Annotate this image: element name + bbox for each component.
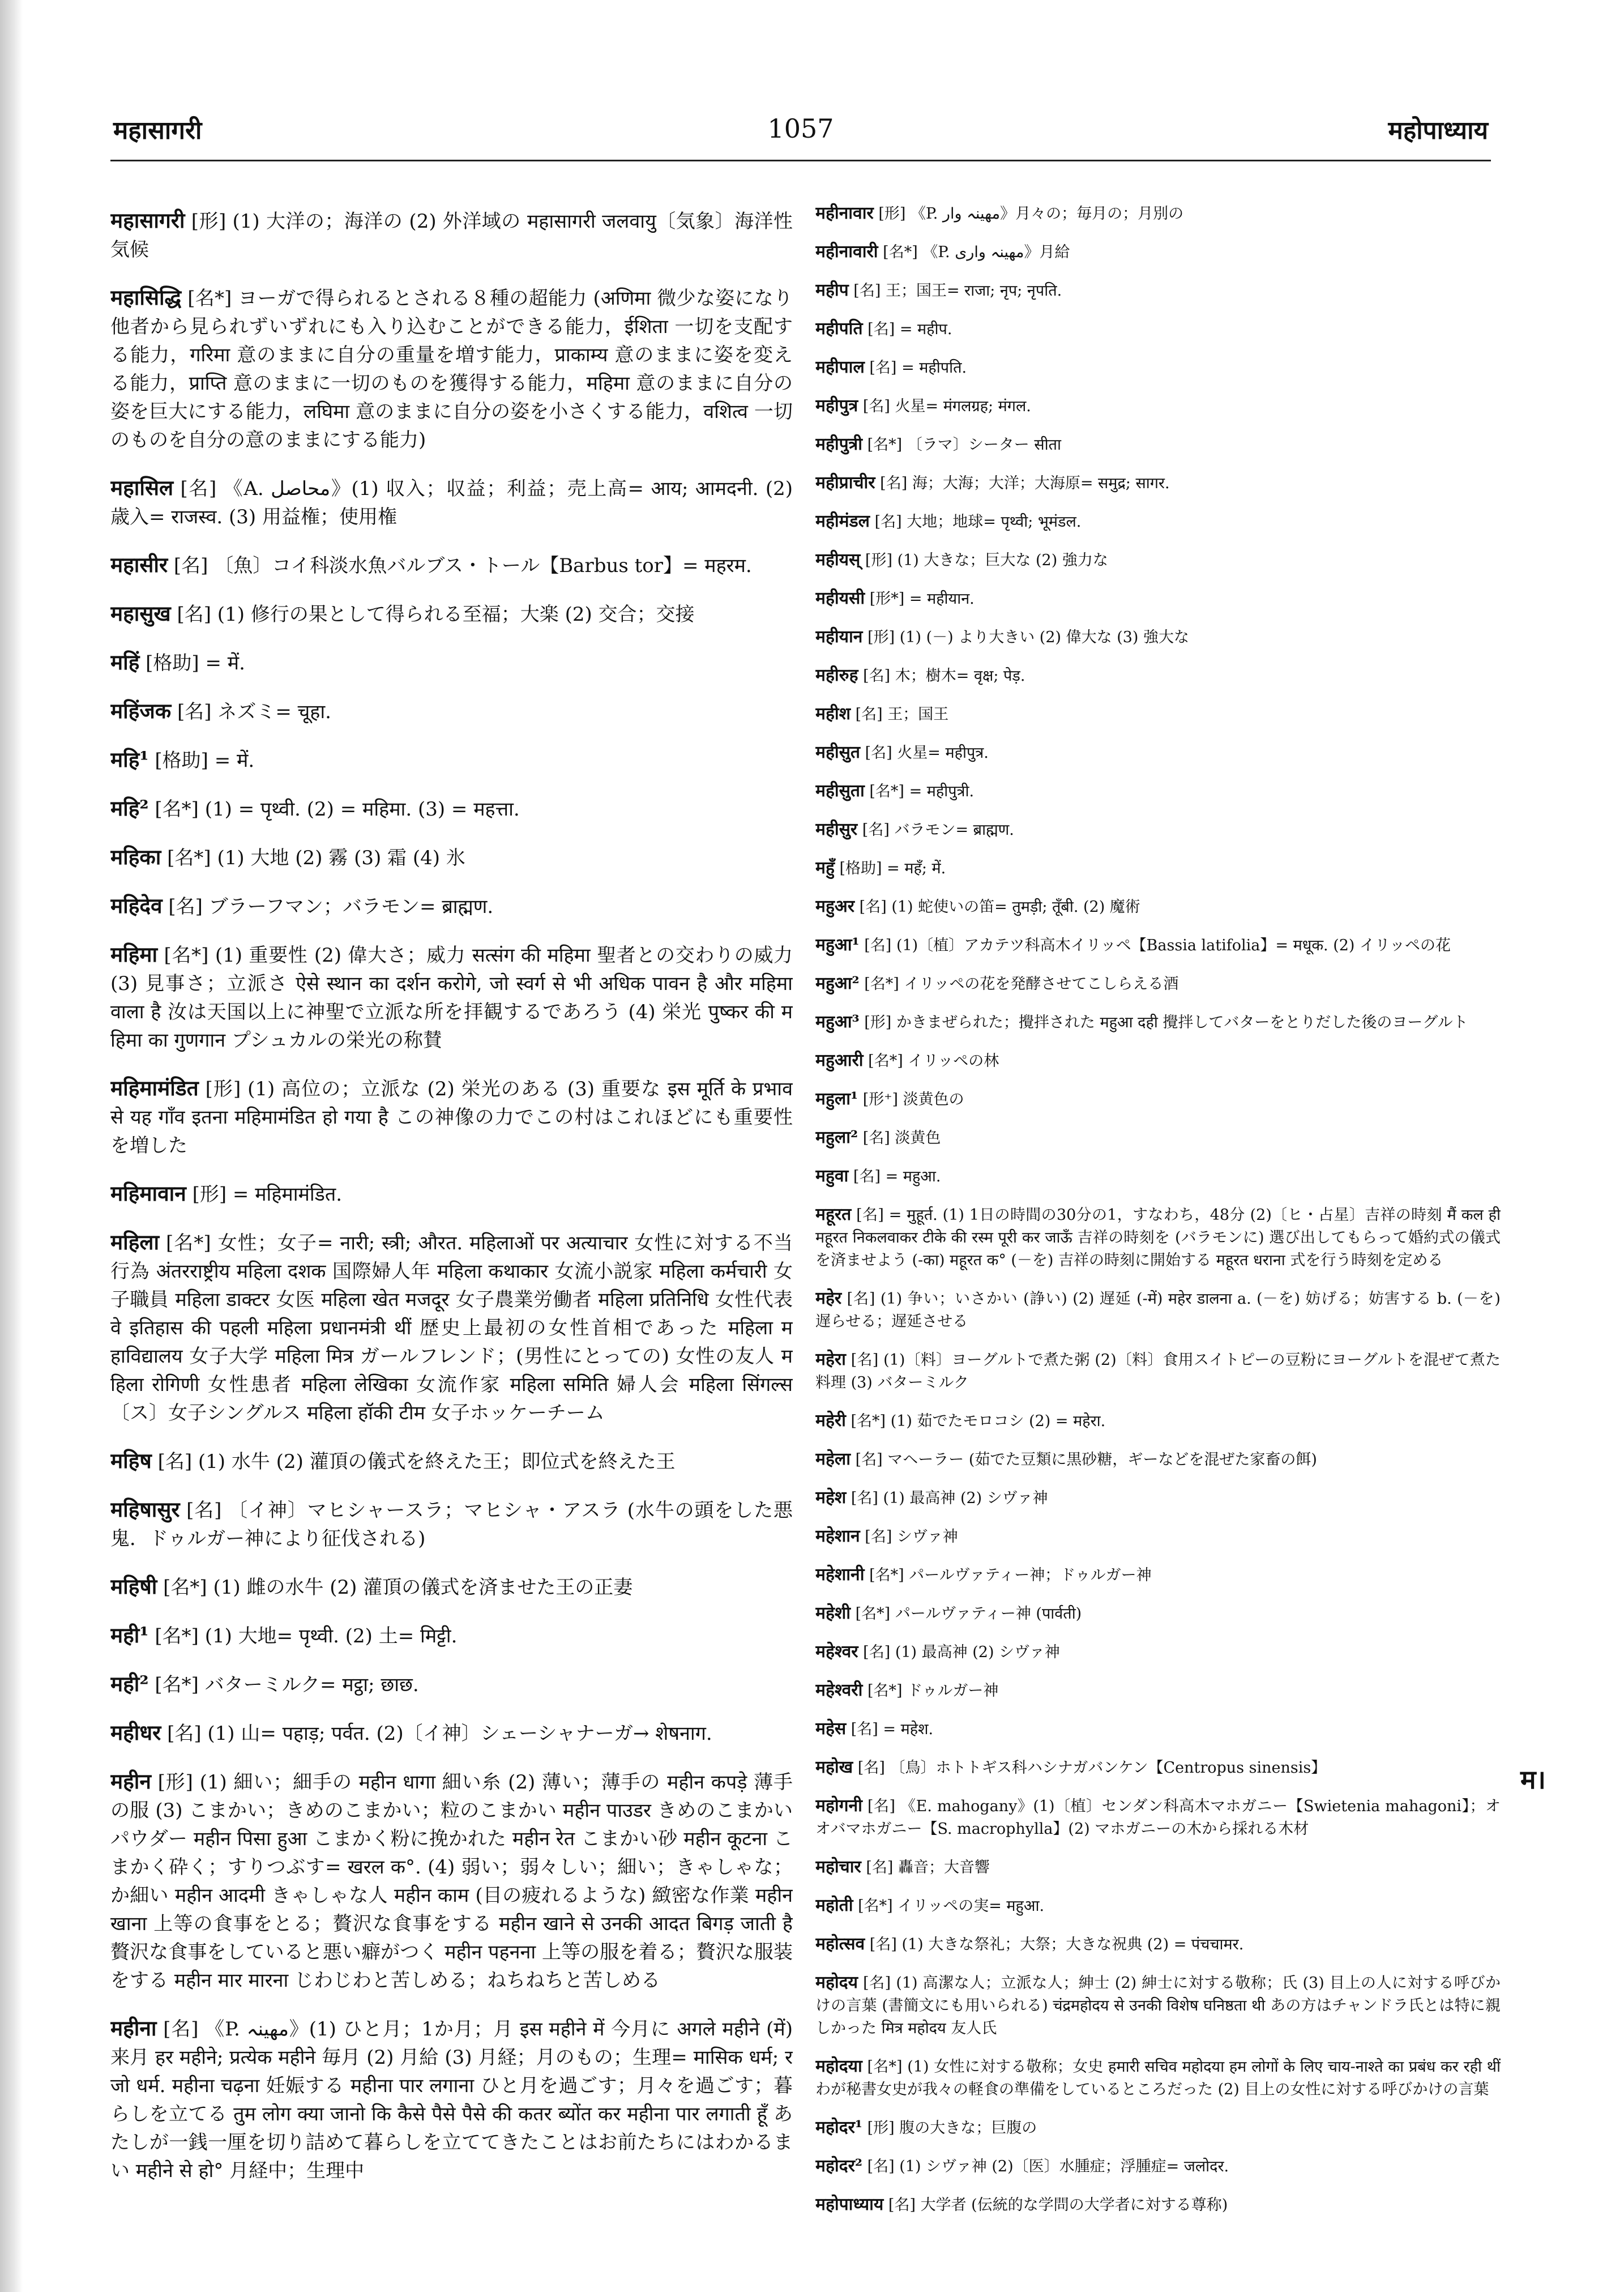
entry-part-of-speech: [名]: [851, 1351, 879, 1369]
dictionary-entry: [815, 279, 1501, 302]
entry-definition: 〔鳥〕ホトトギス科ハシナガバンケン【Centropus sinensis】: [890, 1759, 1327, 1777]
entry-headword: महीयान: [815, 627, 863, 647]
page-header: [113, 112, 1488, 152]
entry-part-of-speech: [名]: [864, 937, 892, 954]
entry-headword: महासिल: [110, 475, 174, 500]
entry-part-of-speech: [名*]: [155, 798, 199, 821]
entry-headword: महेला: [815, 1449, 851, 1469]
entry-headword: महोदय: [815, 1973, 858, 1992]
entry-part-of-speech: [名]: [173, 554, 208, 577]
entry-definition: シヴァ神: [896, 1528, 958, 1546]
dictionary-entry: [110, 697, 793, 726]
dictionary-entry: [110, 283, 793, 454]
dictionary-entry: [815, 1287, 1501, 1333]
entry-definition: (1) 高潔な人；立派な人；紳士 (2) 紳士に対する敬称；氏 (3) 目上の人に対する呼びかけの言葉 (書簡文にも用いられる) चंद्रमहोदय से उनकी विशेष घनिष्ठता थी あの方はチャンドラ氏とは特に親しかった मित्र महोदय 友人氏: [815, 1974, 1501, 2037]
entry-headword: महिंजक: [110, 698, 172, 723]
entry-part-of-speech: [名]: [853, 1168, 881, 1185]
dictionary-entry: [110, 1179, 793, 1209]
entry-part-of-speech: [形⁺]: [862, 1091, 899, 1108]
entry-part-of-speech: [名]: [865, 1528, 892, 1546]
entry-part-of-speech: [名]: [863, 667, 891, 685]
entry-part-of-speech: [形]: [205, 1078, 241, 1100]
entry-part-of-speech: [名*]: [867, 2058, 903, 2076]
entry-headword: महिमामंडित: [110, 1075, 199, 1100]
dictionary-entry: [815, 895, 1501, 919]
entry-part-of-speech: [形]: [867, 2119, 895, 2137]
entry-definition: 〔イ神〕マヒシャースラ；マヒシャ・アスラ (水牛の頭をした悪鬼．ドゥルガー神により征伐される): [110, 1499, 793, 1550]
entry-headword: मही²: [110, 1671, 149, 1696]
entry-part-of-speech: [形]: [878, 205, 906, 223]
dictionary-entry: [815, 626, 1501, 649]
dictionary-entry: [110, 1718, 793, 1748]
entry-part-of-speech: [名*]: [187, 287, 232, 310]
entry-headword: महोख: [815, 1757, 853, 1777]
entry-headword: महीन: [110, 1769, 151, 1794]
entry-definition: (1) 女性に対する敬称；女史 हमारी सचिव महोदया हम लोगों के लिए चाय-नाश्ते का प्रबंध कर रही थीं わが秘書女史が我々の軽食の準備をしているところだった (2) 目上の女性に対する呼びかけの言葉: [815, 2058, 1501, 2098]
entry-headword: महिषासुर: [110, 1497, 180, 1522]
entry-headword: महेश: [815, 1488, 847, 1508]
entry-headword: महोत्सव: [815, 1934, 865, 1954]
entry-headword: महीप्राचीर: [815, 473, 875, 493]
dictionary-entry: [110, 1621, 793, 1650]
entry-part-of-speech: [形]: [865, 552, 892, 569]
entry-part-of-speech: [名*]: [167, 847, 211, 869]
header-right-headword: महोपाध्याय: [1388, 116, 1488, 145]
dictionary-entry: [815, 1011, 1501, 1034]
dictionary-entry: [815, 356, 1501, 379]
entry-definition: 木；樹木= वृक्ष; पेड़.: [895, 667, 1025, 685]
scan-binding-edge: [0, 0, 23, 2292]
dictionary-entry: [815, 1203, 1501, 1272]
entry-definition: = महीपति.: [901, 359, 967, 377]
entry-part-of-speech: [名]: [865, 744, 892, 762]
dictionary-entry: [815, 1971, 1501, 2040]
dictionary-entry: [815, 972, 1501, 996]
entry-definition: (1) 大きな；巨大な (2) 強力な: [897, 552, 1108, 569]
entry-headword: महोदर²: [815, 2156, 862, 2176]
dictionary-entry: [110, 1670, 793, 1699]
entry-definition: 〔魚〕コイ科淡水魚バルブス・トール【Barbus tor】= महरम.: [214, 554, 752, 577]
entry-headword: महीपुत्र: [815, 396, 858, 416]
entry-part-of-speech: [名]: [157, 1450, 193, 1473]
entry-definition: ヨーガで得られるとされる８種の超能力 (अणिमा 微少な姿になり他者から見られずいずれにも入り込むことができる能力，ईशिता 一切を支配する能力，गरिमा 意のままに自分の重量を増す能力，प्राकाम्य 意のままに姿を変える能力，प्राप्ति 意のままに一切のものを獲得する能力，महिमा 意のままに自分の姿を巨大にする能力，लघिमा 意のままに自分の姿を小さくする能力，वशित्व 一切のものを自分の意のままにする能力): [110, 287, 793, 451]
entry-part-of-speech: [名]: [853, 282, 881, 300]
entry-definition: (1) (－) より大きい (2) 偉大な (3) 強大な: [899, 629, 1190, 646]
entry-headword: महिष: [110, 1448, 152, 1473]
entry-headword: महीनावार: [815, 203, 874, 223]
entry-headword: महासागरी: [110, 208, 185, 233]
entry-headword: महुआ¹: [815, 935, 860, 955]
dictionary-entry: [815, 1165, 1501, 1188]
page-number: 1057: [767, 113, 834, 144]
dictionary-entry: [110, 843, 793, 872]
entry-headword: महीना: [110, 2016, 157, 2041]
entry-headword: महोती: [815, 1896, 853, 1915]
entry-definition: (1) 大洋の；海洋の (2) 外洋域の महासागरी जलवायु〔気象〕海洋性気候: [110, 210, 793, 261]
entry-part-of-speech: [名]: [168, 895, 203, 918]
entry-definition: 《A. محاصل》(1) 収入；収益；利益；売上高= आय; आमदनी. (2) 歳入= राजस्व. (3) 用益権；使用権: [110, 477, 793, 528]
entry-part-of-speech: [名]: [867, 2158, 895, 2175]
entry-part-of-speech: [形]: [192, 1183, 227, 1206]
entry-part-of-speech: [名*]: [883, 244, 918, 261]
entry-headword: महेर: [815, 1288, 842, 1308]
entry-headword: महीनावारी: [815, 242, 878, 262]
entry-headword: महुला¹: [815, 1089, 858, 1109]
entry-part-of-speech: [名]: [867, 321, 895, 338]
entry-definition: (1) 水牛 (2) 灌頂の儀式を終えた王；即位式を終えた王: [198, 1450, 676, 1473]
entry-definition: = में.: [214, 749, 255, 772]
entry-headword: महि¹: [110, 747, 149, 772]
dictionary-entry: [815, 318, 1501, 341]
entry-part-of-speech: [名]: [880, 475, 908, 492]
entry-headword: महीपति: [815, 319, 863, 339]
entry-part-of-speech: [名]: [177, 603, 211, 626]
entry-headword: महीसुत: [815, 742, 861, 762]
entry-headword: महेरी: [815, 1411, 846, 1431]
dictionary-entry: [815, 472, 1501, 495]
entry-definition: = में.: [205, 652, 245, 675]
entry-part-of-speech: [形]: [191, 210, 226, 233]
entry-definition: パールヴァティー神 (पार्वती): [895, 1605, 1082, 1623]
entry-part-of-speech: [名]: [855, 1451, 883, 1469]
entry-part-of-speech: [名*]: [855, 1605, 891, 1623]
dictionary-entry: [815, 241, 1501, 264]
dictionary-entry: [110, 648, 793, 677]
entry-part-of-speech: [名]: [851, 1489, 878, 1507]
entry-definition: (1) 争い；いさかい (諍い) (2) 遅延 (-में) महेर डालना a. (－を) 妨げる；妨害する b. (－を) 遅らせる；遅延させる: [815, 1290, 1501, 1330]
entry-headword: महूरत: [815, 1205, 852, 1224]
entry-headword: महेश्वर: [815, 1642, 858, 1662]
entry-part-of-speech: [名]: [855, 706, 883, 723]
dictionary-entry: [110, 599, 793, 629]
entry-definition: 海；大海；大洋；大海原= समुद्र; सागर.: [912, 475, 1170, 492]
entry-part-of-speech: [名]: [888, 2196, 916, 2214]
dictionary-entry: [815, 2055, 1501, 2101]
dictionary-entry: [815, 1602, 1501, 1625]
dictionary-entry: [815, 1756, 1501, 1779]
dictionary-entry: [815, 664, 1501, 688]
entry-headword: महि²: [110, 796, 149, 821]
entry-headword: मही¹: [110, 1623, 149, 1647]
entry-definition: イリッペの林: [908, 1052, 999, 1070]
entry-definition: = महीपुत्री.: [909, 783, 975, 800]
entry-headword: महीधर: [110, 1720, 161, 1745]
entry-definition: (1) 茹でたモロコシ (2) = महेरा.: [890, 1412, 1106, 1430]
entry-headword: महीसुता: [815, 781, 865, 801]
entry-definition: (1) 細い；細手の महीन धागा 細い糸 (2) 薄い；薄手の महीन कपड़े 薄手の服 (3) こまかい；きめのこまかい；粒のこまかい महीन पाउडर きめのこまかいパウダー महीन पिसा हुआ こまかく粉に挽かれた महीन रेत こまかい砂 महीन कूटना こまかく砕く；すりつぶす= खरल क°. (4) 弱い；弱々しい；細い；きゃしゃな；か細い महीन आदमी きゃしゃな人 महीन काम (目の疲れるような) 緻密な作業 महीन खाना 上等の食事をとる；贅沢な食事をする महीन खाने से उनकी आदत बिगड़ जाती है 贅沢な食事をしていると悪い癖がつく महीन पहनना 上等の服を着る；贅沢な服装をする महीन मार मारना じわじわと苦しめる；ねちねちと苦しめる: [110, 1771, 793, 1992]
dictionary-entry: [815, 1718, 1501, 1741]
dictionary-entry: [110, 473, 793, 531]
entry-definition: 火星= मंगलग्रह; मंगल.: [895, 398, 1031, 415]
entry-part-of-speech: [名]: [847, 1290, 875, 1308]
entry-definition: (1) 修行の果として得られる至福；大楽 (2) 交合；交接: [217, 603, 695, 626]
entry-definition: = महुआ.: [885, 1168, 941, 1185]
entry-part-of-speech: [名*]: [867, 436, 903, 454]
entry-headword: महुवा: [815, 1166, 849, 1186]
entry-headword: महुआ³: [815, 1012, 860, 1032]
entry-part-of-speech: [名*]: [851, 1412, 886, 1430]
dictionary-entry: [815, 741, 1501, 765]
entry-headword: महिका: [110, 844, 161, 869]
entry-part-of-speech: [名]: [167, 1722, 202, 1745]
entry-definition: 火星= महीपुत्र.: [897, 744, 989, 762]
header-rule: [110, 160, 1491, 161]
dictionary-entry: [815, 1641, 1501, 1664]
entry-part-of-speech: [形]: [864, 1014, 892, 1031]
entry-headword: महीरुह: [815, 665, 858, 685]
entry-definition: 《P. مهينہ وار》月々の；毎月の；月別の: [911, 205, 1184, 223]
entry-part-of-speech: [名*]: [868, 1052, 903, 1070]
dictionary-entry: [815, 1126, 1501, 1150]
entry-headword: महेशान: [815, 1526, 860, 1546]
entry-definition: マヘーラー (茹でた豆類に黒砂糖，ギーなどを混ぜた家畜の餌): [887, 1451, 1317, 1469]
entry-headword: महीपाल: [815, 357, 865, 377]
entry-part-of-speech: [形]: [157, 1771, 193, 1794]
dictionary-entry: [815, 1564, 1501, 1587]
entry-headword: महोगनी: [815, 1796, 862, 1816]
dictionary-entry: [815, 2155, 1501, 2178]
entry-headword: महासुख: [110, 601, 171, 626]
entry-headword: महासीर: [110, 552, 168, 577]
entry-headword: महेशी: [815, 1603, 851, 1623]
entry-definition: 轟音；大音響: [898, 1859, 990, 1876]
entry-headword: महुअर: [815, 897, 855, 916]
dictionary-entry: [815, 1795, 1501, 1841]
entry-part-of-speech: [名]: [866, 1859, 894, 1876]
entry-definition: (1) 山= पहाड़; पर्वत. (2)〔イ神〕シェーシャナーガ→ शेषनाग.: [207, 1722, 712, 1745]
dictionary-entry: [815, 549, 1501, 572]
entry-headword: महीपुत्री: [815, 434, 863, 454]
dictionary-entry: [110, 891, 793, 921]
entry-definition: 淡黄色の: [903, 1091, 964, 1108]
entry-headword: महासिद्धि: [110, 285, 182, 310]
entry-headword: महिं: [110, 650, 140, 675]
entry-definition: ブラーフマン；バラモン= ब्राह्मण.: [208, 895, 494, 918]
entry-headword: महीश: [815, 704, 851, 724]
right-column: [815, 187, 1501, 2248]
dictionary-entry: [815, 395, 1501, 418]
dictionary-entry: [815, 1348, 1501, 1394]
entry-headword: महेशानी: [815, 1565, 865, 1585]
entry-definition: (1) 高位の；立派な (2) 栄光のある (3) 重要な इस मूर्ति के प्रभाव से यह गाँव इतना महिमामंडित हो गया है この神像の力でこの村はこれほどにも重要性を増した: [110, 1078, 793, 1157]
entry-part-of-speech: [名*]: [858, 1897, 893, 1915]
entry-definition: イリッペの花を発酵させてこしらえる酒: [904, 975, 1179, 993]
entry-part-of-speech: [名*]: [869, 783, 904, 800]
entry-definition: (1) 大きな祭礼；大祭；大きな祝典 (2) = पंचचामर.: [901, 1936, 1244, 1953]
dictionary-entry: [815, 818, 1501, 842]
entry-definition: = महीयान.: [909, 590, 975, 608]
dictionary-entry: [110, 2014, 793, 2185]
entry-definition: = महेश.: [883, 1721, 934, 1738]
entry-part-of-speech: [名*]: [165, 1232, 211, 1254]
dictionary-entry: [815, 780, 1501, 803]
entry-part-of-speech: [名]: [163, 2018, 199, 2041]
entry-part-of-speech: [名]: [856, 1206, 884, 1224]
entry-headword: महीयस्: [815, 550, 861, 570]
entry-definition: ネズミ= चूहा.: [217, 701, 331, 723]
entry-definition: = महीप.: [899, 321, 952, 338]
entry-headword: महुँ: [815, 858, 835, 878]
entry-part-of-speech: [格助]: [146, 652, 199, 675]
entry-part-of-speech: [名]: [862, 1129, 890, 1147]
entry-headword: महेस: [815, 1719, 847, 1739]
section-thumb-marker: म।: [1520, 1764, 1546, 1795]
dictionary-entry: [815, 2116, 1501, 2140]
dictionary-entry: [110, 206, 793, 264]
entry-part-of-speech: [名*]: [155, 1674, 199, 1696]
entry-definition: (1) シヴァ神 (2)〔医〕水腫症；浮腫症= जलोदर.: [899, 2158, 1229, 2175]
entry-headword: महीयसी: [815, 588, 865, 608]
dictionary-entry: [815, 1448, 1501, 1471]
entry-part-of-speech: [名]: [869, 359, 897, 377]
entry-headword: महिषी: [110, 1574, 157, 1599]
entry-part-of-speech: [名*]: [867, 1682, 903, 1700]
entry-part-of-speech: [格助]: [155, 749, 208, 772]
entry-definition: 《P. مهينہ》(1) ひと月；1か月；月 इस महीने में 今月に अगले महीने (में) 来月 हर महीने; प्रत्येक महीने 毎月 (2) 月給 (3) 月経；月のもの；生理= मासिक धर्म; रजो धर्म. महीना चढ़ना 妊娠する महीना पार लगाना ひと月を過ごす；月々を過ごす；暮らしを立てる तुम लोग क्या जानो कि कैसे पैसे पैसे की कतर ब्योंत कर महीना पार लगाती हूँ あたしが一銭一厘を切り詰めて暮らしを立ててきたことはお前たちにはわかるまい महीने से हो° 月経中；生理中: [110, 2018, 793, 2182]
entry-part-of-speech: [名*]: [164, 944, 209, 967]
entry-headword: महोदया: [815, 2056, 862, 2076]
dictionary-entry: [815, 2193, 1501, 2217]
entry-definition: (1) 最高神 (2) シヴァ神: [883, 1489, 1048, 1507]
dictionary-entry: [110, 1495, 793, 1553]
dictionary-entry: [110, 794, 793, 823]
entry-definition: 《P. مهينہ وارى》月給: [922, 244, 1070, 261]
entry-headword: महिला: [110, 1230, 160, 1254]
entry-definition: (1) 大地= पृथ्वी. (2) 土= मिट्टी.: [204, 1625, 458, 1647]
dictionary-entry: [815, 703, 1501, 726]
entry-headword: महोचार: [815, 1857, 861, 1877]
dictionary-entry: [815, 1933, 1501, 1956]
entry-headword: महिमा: [110, 942, 158, 967]
entry-part-of-speech: [名*]: [155, 1625, 199, 1647]
dictionary-entry: [815, 1894, 1501, 1918]
entry-definition: = महँ; में.: [887, 860, 946, 877]
entry-definition: 《E. mahogany》(1)〔植〕センダン科高木マホガニー【Swietenia mahagoni】；オオバマホガニー【S. macrophylla】(2) マホガニーの木から採れる木材: [815, 1798, 1501, 1838]
entry-headword: महेरा: [815, 1350, 846, 1369]
entry-definition: 大学者 (伝統的な学問の大学者に対する尊称): [920, 2196, 1228, 2214]
dictionary-entry: [815, 202, 1501, 225]
dictionary-entry: [815, 1679, 1501, 1702]
dictionary-entry: [815, 857, 1501, 880]
dictionary-entry: [815, 587, 1501, 611]
entry-definition: = मुहूर्त. (1) 1日の時間の30分の1，すなわち，48分 (2)〔ヒ・占星〕吉祥の時刻 मैं कल ही महूरत निकलवाकर टीके की रस्म पूरी कर जाऊँ 吉祥の時刻を (バラモンに) 選び出してもらって婚約式の儀式を済ませよう (-का) महूरत क° (－を) 吉祥の時刻に開始する महूरत धराना 式を行う時刻を定める: [815, 1206, 1501, 1269]
entry-definition: かきまぜられた；攪拌された महुआ दही 攪拌してバターをとりだした後のヨーグルト: [896, 1014, 1468, 1031]
entry-definition: バラモン= ब्राह्मण.: [894, 821, 1014, 839]
entry-part-of-speech: [名]: [863, 1974, 891, 1992]
header-left-headword: महासागरी: [113, 116, 202, 145]
entry-part-of-speech: [名]: [869, 1936, 897, 1953]
entry-definition: 〔ラマ〕シーター सीता: [907, 436, 1061, 454]
entry-definition: 女性；女子= नारी; स्त्री; औरत. महिलाओं पर अत्याचार 女性に対する不当行為 अंतरराष्ट्रीय महिला दशक 国際婦人年 महिला कथाकार 女流小説家 महिला कर्मचारी 女子職員 महिला डाक्टर 女医 महिला खेत मजदूर 女子農業労働者 महिला प्रतिनिधि 女性代表 वे इतिहास की पहली महिला प्रधानमंत्री थीं 歴史上最初の女性首相であった महिला महाविद्यालय 女子大学 महिला मित्र ガールフレンド；(男性にとっての) 女性の友人 महिला रोगिणी 女性患者 महिला लेखिका 女流作家 महिला समिति 婦人会 महिला सिंगल्स〔ス〕女子シングルス महिला हॉकी टीम 女子ホッケーチーム: [110, 1232, 793, 1424]
entry-definition: (1) 蛇使いの笛= तुमड़ी; तूँबी. (2) 魔術: [891, 898, 1140, 916]
entry-definition: 腹の大きな；巨腹の: [899, 2119, 1037, 2137]
entry-part-of-speech: [名]: [180, 477, 217, 500]
entry-headword: महिदेव: [110, 893, 163, 918]
entry-definition: (1) 最高神 (2) シヴァ神: [895, 1644, 1060, 1661]
entry-headword: महीप: [815, 280, 849, 300]
entry-part-of-speech: [名]: [862, 398, 890, 415]
dictionary-entry: [110, 745, 793, 775]
entry-part-of-speech: [名]: [851, 1721, 878, 1738]
entry-part-of-speech: [名]: [867, 1798, 896, 1815]
entry-headword: महुआरी: [815, 1051, 864, 1070]
entry-part-of-speech: [名]: [857, 1759, 885, 1777]
entry-part-of-speech: [名]: [859, 898, 887, 916]
entry-definition: ドゥルガー神: [907, 1682, 999, 1700]
entry-definition: 王；国王= राजा; नृप; नृपति.: [885, 282, 1062, 300]
entry-definition: = महिमामंडित.: [232, 1183, 343, 1206]
dictionary-entry: [110, 1767, 793, 1995]
entry-definition: (1)〔植〕アカテツ科高木イリッペ【Bassia latifolia】= मधूक. (2) イリッペの花: [896, 937, 1451, 954]
dictionary-entry: [110, 550, 793, 580]
dictionary-entry: [110, 1228, 793, 1427]
dictionary-entry: [815, 1049, 1501, 1073]
entry-headword: महेश्वरी: [815, 1680, 863, 1700]
entry-part-of-speech: [名*]: [869, 1567, 904, 1584]
dictionary-entry: [815, 934, 1501, 957]
dictionary-entry: [815, 510, 1501, 533]
entry-headword: महोपाध्याय: [815, 2195, 884, 2214]
entry-definition: 大地；地球= पृथ्वी; भूमंडल.: [907, 513, 1082, 531]
entry-part-of-speech: [形*]: [869, 590, 905, 608]
entry-definition: 王；国王: [887, 706, 949, 723]
entry-headword: महुला²: [815, 1128, 858, 1147]
entry-part-of-speech: [名*]: [163, 1576, 207, 1599]
entry-definition: 淡黄色: [895, 1129, 941, 1147]
entry-definition: (1) 大地 (2) 霧 (3) 霜 (4) 氷: [217, 847, 465, 869]
dictionary-entry: [815, 1856, 1501, 1879]
entry-headword: महुआ²: [815, 974, 860, 993]
entry-definition: (1) 雌の水牛 (2) 灌頂の儀式を済ませた王の正妻: [213, 1576, 633, 1599]
dictionary-entry: [815, 1487, 1501, 1510]
entry-part-of-speech: [名]: [862, 821, 890, 839]
dictionary-entry: [110, 940, 793, 1055]
entry-part-of-speech: [名*]: [864, 975, 899, 993]
entry-headword: महीसुर: [815, 820, 858, 839]
entry-definition: バターミルク= मट्ठा; छाछ.: [204, 1674, 419, 1696]
entry-part-of-speech: [格助]: [839, 860, 882, 877]
dictionary-entry: [110, 1572, 793, 1602]
entry-part-of-speech: [名]: [177, 701, 212, 723]
entry-definition: (1) 重要性 (2) 偉大さ；威力 सत्संग की महिमा 聖者との交わりの威力 (3) 見事さ；立派さ ऐसे स्थान का दर्शन करोगे, जो स्वर्ग से भी अधिक पावन है और महिमा वाला है 汝は天国以上に神聖で立派な所を拝観するであろう (4) 栄光 पुष्कर की महिमा का गुणगान プシュカルの栄光の称賛: [110, 944, 793, 1052]
dictionary-entry: [815, 1088, 1501, 1111]
entry-part-of-speech: [名]: [863, 1644, 891, 1661]
dictionary-entry: [815, 1525, 1501, 1548]
dictionary-entry: [815, 1410, 1501, 1433]
entry-part-of-speech: [形]: [867, 629, 895, 646]
dictionary-entry: [110, 1074, 793, 1160]
entry-definition: イリッペの実= महुआ.: [898, 1897, 1045, 1915]
entry-definition: (1)〔料〕ヨーグルトで煮た粥 (2)〔料〕食用スイトピーの豆粉にヨーグルトを混ぜて煮た料理 (3) バターミルク: [815, 1351, 1501, 1392]
entry-definition: パールヴァティー神；ドゥルガー神: [909, 1567, 1152, 1584]
entry-headword: महिमावान: [110, 1181, 186, 1206]
entry-part-of-speech: [名]: [186, 1499, 222, 1522]
entry-definition: (1) = पृथ्वी. (2) = महिमा. (3) = महत्ता.: [204, 798, 520, 821]
dictionary-entry: [815, 433, 1501, 456]
entry-headword: महीमंडल: [815, 511, 870, 531]
entry-headword: महोदर¹: [815, 2118, 862, 2137]
left-column: [110, 187, 793, 2248]
entry-part-of-speech: [名]: [874, 513, 902, 531]
dictionary-entry: [110, 1446, 793, 1476]
